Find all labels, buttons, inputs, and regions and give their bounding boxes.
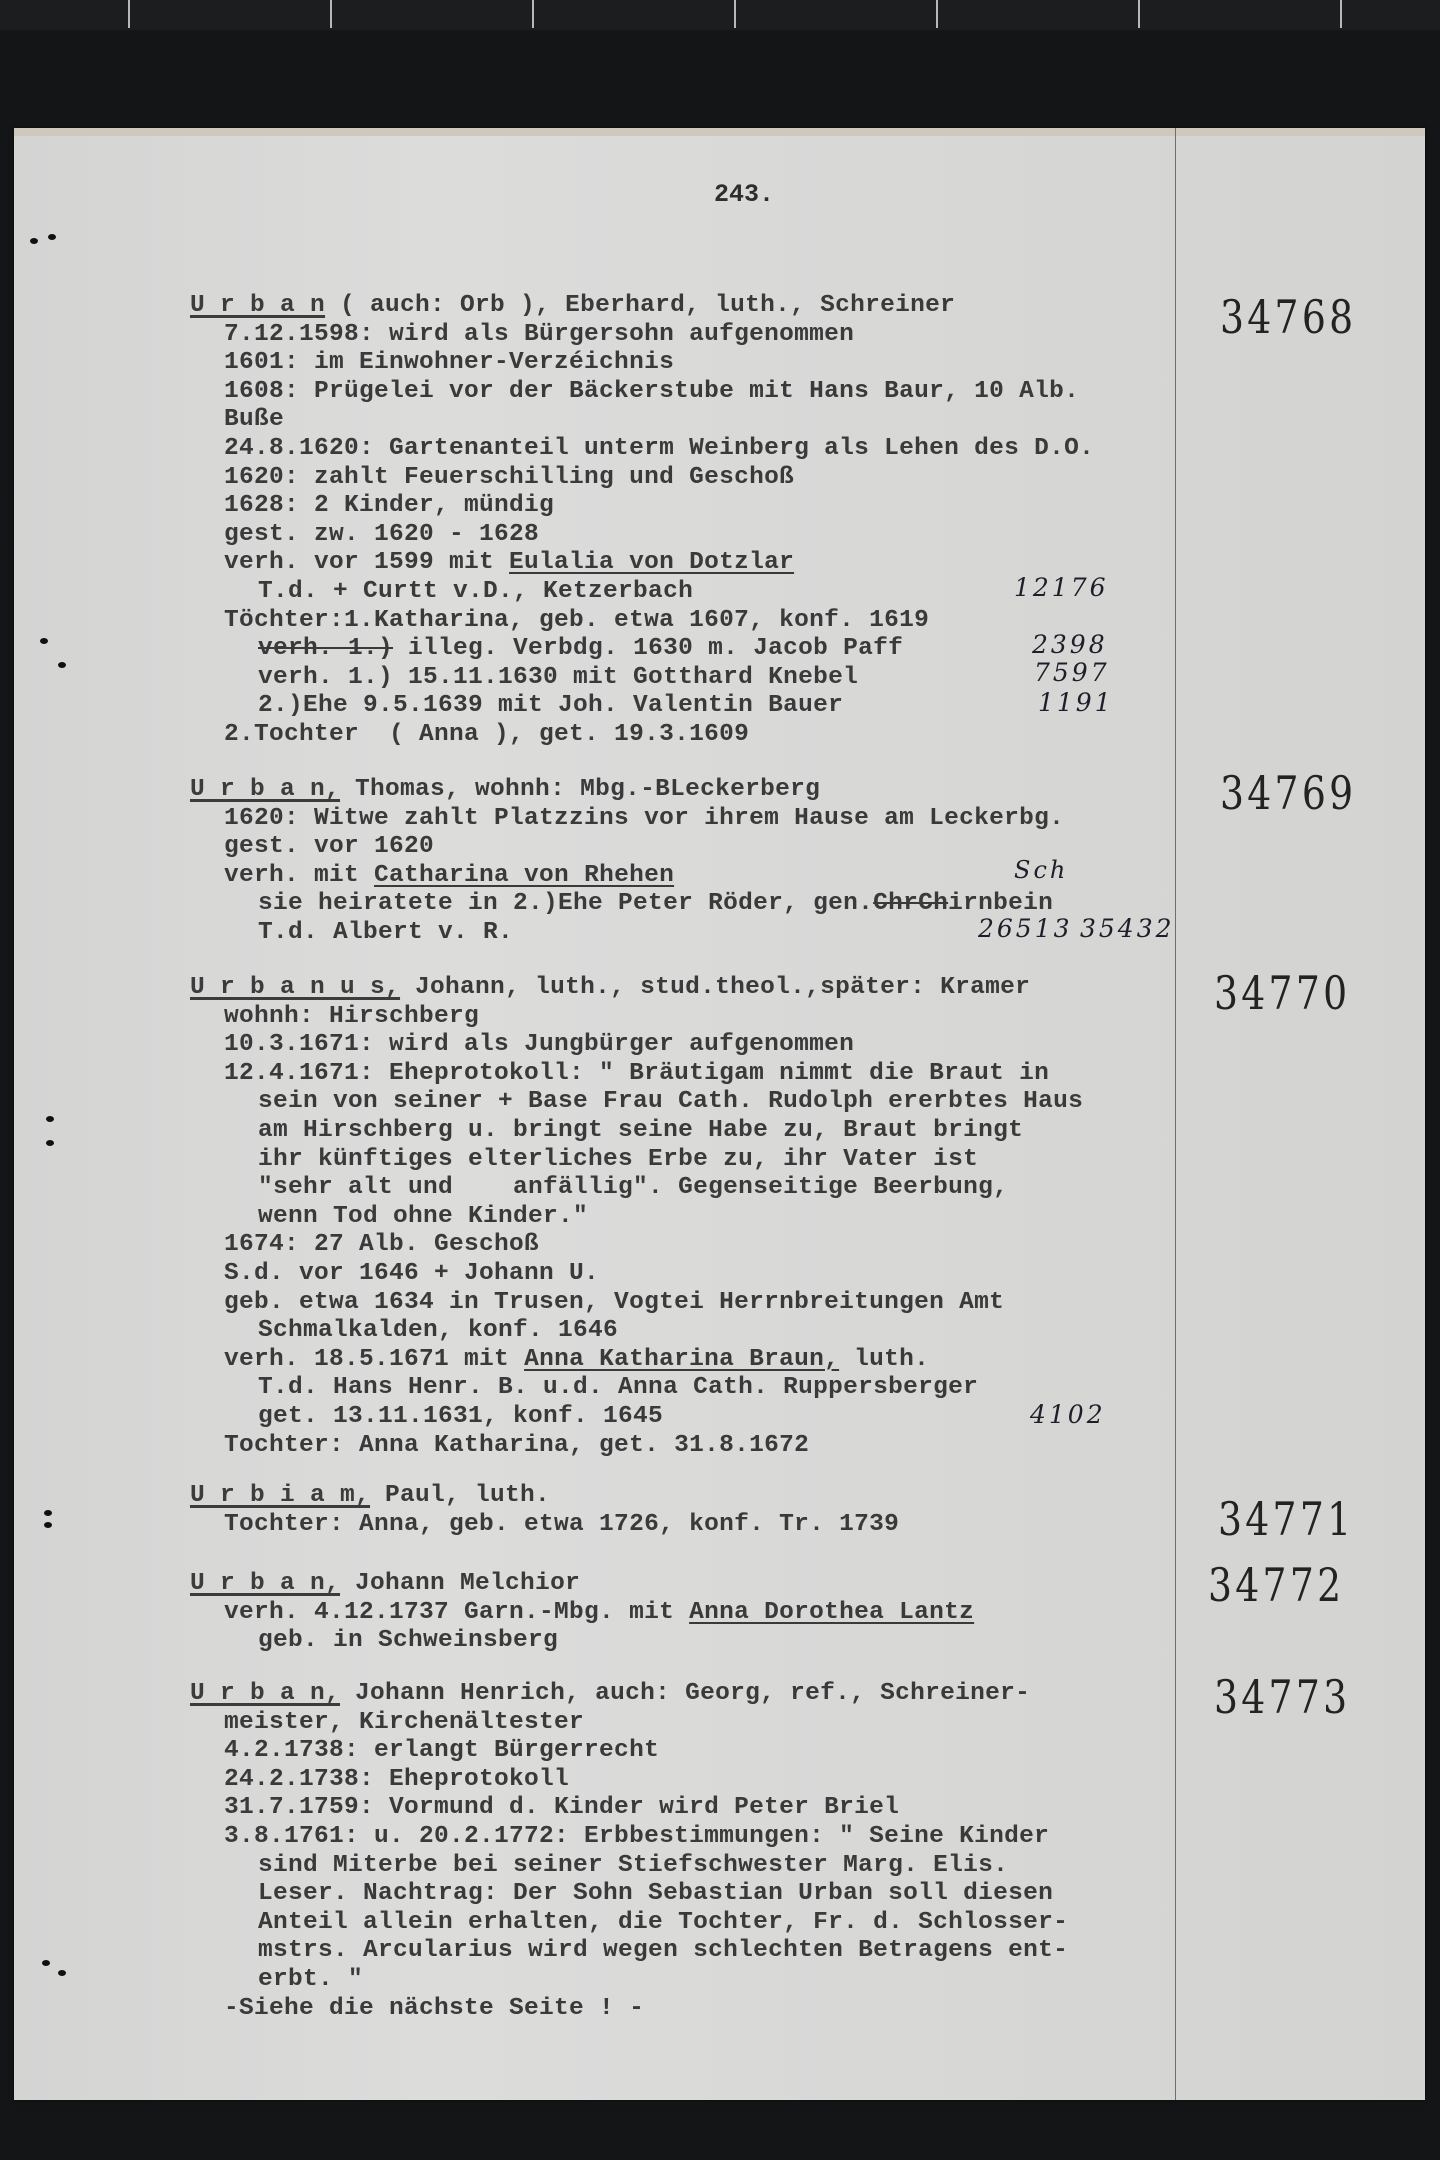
entry-34770 xyxy=(190,974,1230,1460)
punch-mark xyxy=(44,1510,52,1516)
entry-heading: Thomas, wohnh: Mbg.-BLeckerberg xyxy=(340,776,821,803)
film-sprocket-mark xyxy=(532,0,534,28)
entry-surname: U r b i a m, xyxy=(190,1482,371,1509)
punch-mark xyxy=(42,1960,50,1966)
entry-line: Leser. Nachtrag: Der Sohn Sebastian Urban soll diesen xyxy=(258,1880,1054,1908)
entry-surname: U r b a n, xyxy=(190,776,341,803)
entry-line: T.d. Albert v. R. xyxy=(258,918,514,946)
entry-line: sind Miterbe bei seiner Stiefschwester Marg. Elis. xyxy=(258,1851,1009,1879)
continuation-note: -Siehe die nächste Seite ! - xyxy=(224,1994,645,2022)
entry-line: illeg. Verbdg. 1630 m. Jacob Paff xyxy=(393,635,904,663)
marriage-prefix: verh. mit xyxy=(224,861,375,889)
struck-text: ChrCh xyxy=(873,890,949,918)
entry-heading: ( auch: Orb ), Eberhard, luth., Schreiner xyxy=(325,292,956,319)
entry-line: wohnh: Hirschberg xyxy=(224,1002,480,1030)
marriage-prefix: verh. 4.12.1737 Garn.-Mbg. mit xyxy=(224,1598,690,1626)
punch-mark xyxy=(40,638,48,644)
entry-line: verh. 1.) 15.11.1630 mit Gotthard Knebel xyxy=(258,663,859,691)
handwritten-reference: 7597 xyxy=(1034,658,1110,687)
punch-mark xyxy=(46,1140,54,1146)
punch-mark xyxy=(58,662,66,668)
entry-heading: Johann, luth., stud.theol.,später: Kramer xyxy=(400,974,1031,1001)
entry-34772 xyxy=(190,1570,1230,1656)
entry-line: gest. zw. 1620 - 1628 xyxy=(224,520,540,548)
entry-line: 2.Tochter ( Anna ), get. 19.3.1609 xyxy=(224,720,750,748)
entry-line: 1620: zahlt Feuerschilling und Geschoß xyxy=(224,463,795,491)
spouse-name: Anna Katharina Braun, xyxy=(524,1345,840,1373)
entry-number: 34773 xyxy=(1214,1670,1351,1724)
entry-line: 24.8.1620: Gartenanteil unterm Weinberg als Lehen des D.O. xyxy=(224,434,1095,462)
entry-line: irnbein xyxy=(948,890,1054,918)
entry-line: 31.7.1759: Vormund d. Kinder wird Peter Briel xyxy=(224,1794,900,1822)
entry-line: sein von seiner + Base Frau Cath. Rudolph ererbtes Haus xyxy=(258,1088,1084,1116)
entry-line: wenn Tod ohne Kinder." xyxy=(258,1202,589,1230)
film-sprocket-mark xyxy=(1138,0,1140,28)
entry-line: geb. etwa 1634 in Trusen, Vogtei Herrnbreitungen Amt xyxy=(224,1288,1005,1316)
entry-line: ihr künftiges elterliches Erbe zu, ihr Vater ist xyxy=(258,1145,979,1173)
spouse-name: Anna Dorothea Lantz xyxy=(689,1598,975,1626)
punch-mark xyxy=(46,1116,54,1122)
handwritten-reference: 1191 xyxy=(1038,688,1114,717)
punch-mark xyxy=(58,1970,66,1976)
entry-heading: Paul, luth. xyxy=(370,1482,551,1509)
entry-line: 7.12.1598: wird als Bürgersohn aufgenommen xyxy=(224,320,855,348)
entry-number: 34771 xyxy=(1218,1492,1355,1546)
entry-line: 1674: 27 Alb. Geschoß xyxy=(224,1231,540,1259)
handwritten-reference: 35432 xyxy=(1080,914,1175,943)
entry-surname: U r b a n xyxy=(190,292,326,319)
entry-line: Anteil allein erhalten, die Tochter, Fr. d. Schlosser- xyxy=(258,1908,1069,1936)
entry-line: 2.)Ehe 9.5.1639 mit Joh. Valentin Bauer xyxy=(258,692,844,720)
film-sprocket-mark xyxy=(1340,0,1342,28)
spouse-name: Catharina von Rhehen xyxy=(374,861,675,889)
punch-mark xyxy=(48,234,56,240)
entry-surname: U r b a n, xyxy=(190,1680,341,1707)
entry-line: Tochter: Anna, geb. etwa 1726, konf. Tr. 1739 xyxy=(224,1510,900,1538)
entry-line: 1620: Witwe zahlt Platzzins vor ihrem Hause am Leckerbg. xyxy=(224,804,1065,832)
entry-line: 10.3.1671: wird als Jungbürger aufgenommen xyxy=(224,1031,855,1059)
entry-line: sie heiratete in 2.)Ehe Peter Röder, gen. xyxy=(258,890,874,918)
entry-34773 xyxy=(190,1680,1230,2023)
entry-number: 34769 xyxy=(1220,766,1357,820)
entry-line: Tochter: Anna Katharina, get. 31.8.1672 xyxy=(224,1431,810,1459)
film-sprocket-mark xyxy=(330,0,332,28)
entry-line: "sehr alt und anfällig". Gegenseitige Beerbung, xyxy=(258,1174,1009,1202)
handwritten-correction: Sch xyxy=(1014,856,1069,884)
entry-line: Töchter:1.Katharina, geb. etwa 1607, konf. 1619 xyxy=(224,606,930,634)
entry-heading: Johann Henrich, auch: Georg, ref., Schreiner- xyxy=(340,1680,1031,1707)
punch-mark xyxy=(44,1522,52,1528)
entry-line: meister, Kirchenältester xyxy=(224,1708,585,1736)
entry-line: S.d. vor 1646 + Johann U. xyxy=(224,1259,600,1287)
entry-line: Schmalkalden, konf. 1646 xyxy=(258,1317,619,1345)
handwritten-reference: 2398 xyxy=(1032,630,1108,659)
entry-line: get. 13.11.1631, konf. 1645 xyxy=(258,1402,664,1430)
punch-mark xyxy=(30,238,38,244)
entry-line: 3.8.1761: u. 20.2.1772: Erbbestimmungen: " Seine Kinder xyxy=(224,1822,1050,1850)
struck-text: verh. 1.) xyxy=(258,635,394,663)
entry-surname: U r b a n u s, xyxy=(190,974,401,1001)
entry-line: geb. in Schweinsberg xyxy=(258,1627,559,1655)
film-strip-top xyxy=(0,0,1440,30)
marriage-prefix: verh. vor 1599 mit xyxy=(224,549,510,577)
entry-line: 4.2.1738: erlangt Bürgerrecht xyxy=(224,1737,660,1765)
entry-line: 12.4.1671: Eheprotokoll: " Bräutigam nimmt die Braut in xyxy=(224,1059,1050,1087)
entry-line: luth. xyxy=(839,1345,930,1373)
handwritten-reference: 26513 xyxy=(978,914,1073,943)
entry-line: T.d. + Curtt v.D., Ketzerbach xyxy=(258,577,694,605)
entry-34771 xyxy=(190,1482,1230,1539)
page-top-edge xyxy=(14,128,1425,136)
entry-heading: Johann Melchior xyxy=(340,1570,581,1597)
film-sprocket-mark xyxy=(734,0,736,28)
entry-number: 34770 xyxy=(1214,966,1351,1020)
entry-line: 1601: im Einwohner-Verzéichnis xyxy=(224,349,675,377)
entry-number: 34772 xyxy=(1208,1558,1345,1612)
entry-line: Buße xyxy=(224,406,285,434)
entry-line: 1628: 2 Kinder, mündig xyxy=(224,492,555,520)
entry-line: mstrs. Arcularius wird wegen schlechten Betragens ent- xyxy=(258,1937,1069,1965)
film-sprocket-mark xyxy=(936,0,938,28)
marriage-prefix: verh. 18.5.1671 mit xyxy=(224,1345,525,1373)
film-sprocket-mark xyxy=(128,0,130,28)
entry-line: 24.2.1738: Eheprotokoll xyxy=(224,1765,570,1793)
document-page xyxy=(14,128,1425,2100)
entry-number: 34768 xyxy=(1220,290,1357,344)
entry-line: T.d. Hans Henr. B. u.d. Anna Cath. Ruppersberger xyxy=(258,1374,979,1402)
entry-34769 xyxy=(190,776,1230,948)
entry-line: erbt. " xyxy=(258,1965,364,1993)
page-number: 243. xyxy=(714,180,775,209)
entry-surname: U r b a n, xyxy=(190,1570,341,1597)
entry-line: gest. vor 1620 xyxy=(224,833,435,861)
spouse-name: Eulalia von Dotzlar xyxy=(509,549,795,577)
entry-line: am Hirschberg u. bringt seine Habe zu, Braut bringt xyxy=(258,1116,1024,1144)
entry-line: 1608: Prügelei vor der Bäckerstube mit Hans Baur, 10 Alb. xyxy=(224,377,1080,405)
handwritten-reference: 4102 xyxy=(1030,1400,1106,1429)
handwritten-reference: 12176 xyxy=(1014,573,1109,602)
